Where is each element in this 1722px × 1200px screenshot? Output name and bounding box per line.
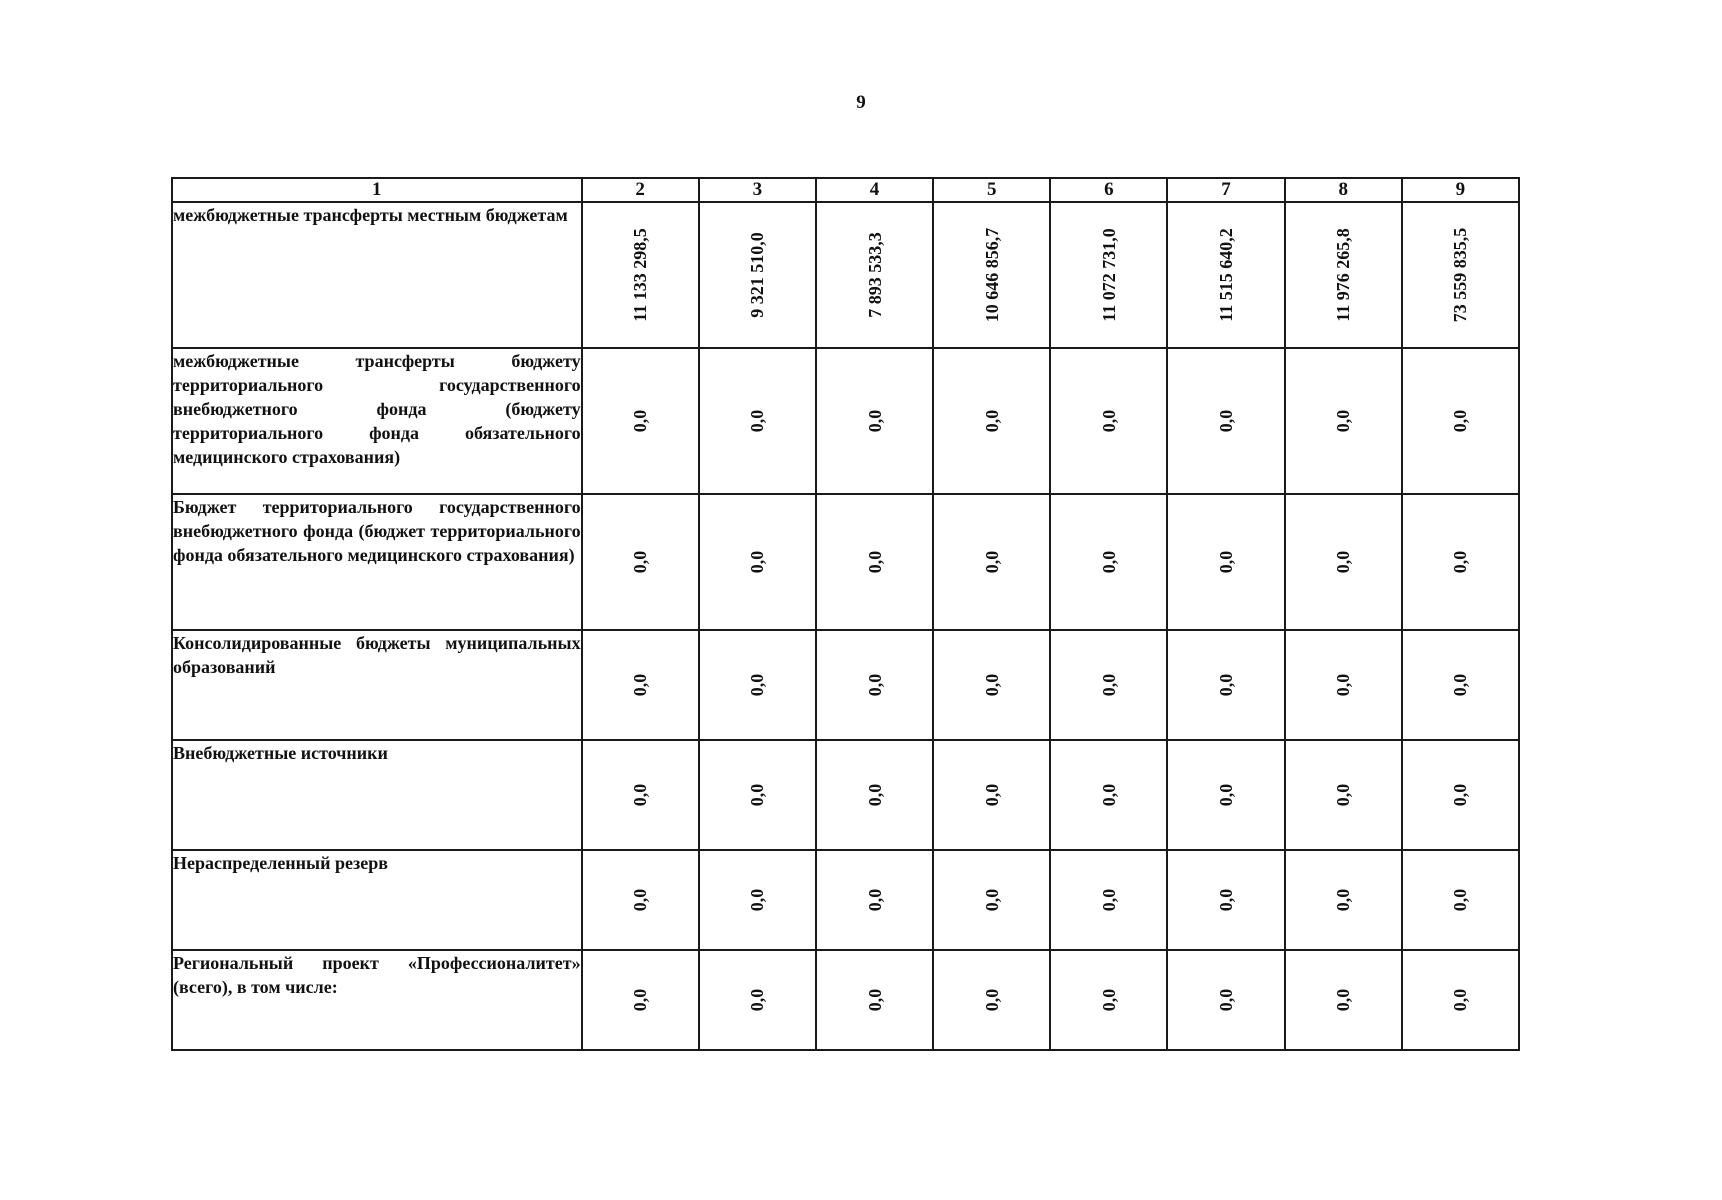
value-cell	[816, 494, 933, 630]
value-cell	[1285, 202, 1402, 348]
value-cell	[1050, 850, 1167, 950]
row-label: межбюджетные трансферты местным бюджетам	[172, 202, 582, 348]
cell-value: 0,0	[1216, 673, 1237, 697]
value-cell	[1167, 850, 1284, 950]
value-cell	[933, 950, 1050, 1050]
cell-value: 0,0	[1098, 550, 1119, 574]
value-cell	[699, 494, 816, 630]
value-cell	[816, 348, 933, 494]
value-cell	[816, 740, 933, 850]
cell-value: 0,0	[1333, 409, 1354, 433]
value-cell	[1285, 740, 1402, 850]
cell-value: 11 072 731,0	[1098, 228, 1119, 322]
column-header: 6	[1050, 178, 1167, 202]
cell-value: 0,0	[630, 409, 651, 433]
value-cell	[582, 740, 699, 850]
cell-value: 0,0	[864, 888, 885, 912]
value-cell	[1285, 348, 1402, 494]
column-header: 2	[582, 178, 699, 202]
table-row	[172, 348, 1519, 494]
value-cell	[933, 850, 1050, 950]
value-cell	[933, 202, 1050, 348]
value-cell	[1402, 348, 1519, 494]
cell-value: 0,0	[747, 988, 768, 1012]
value-cell	[816, 202, 933, 348]
cell-value: 0,0	[630, 888, 651, 912]
cell-value: 0,0	[747, 550, 768, 574]
cell-value: 0,0	[630, 783, 651, 807]
cell-value: 0,0	[1450, 409, 1471, 433]
table-row	[172, 494, 1519, 630]
value-cell	[699, 950, 816, 1050]
value-cell	[816, 950, 933, 1050]
cell-value: 0,0	[1098, 673, 1119, 697]
cell-value: 0,0	[981, 988, 1002, 1012]
value-cell	[699, 630, 816, 740]
value-cell	[1285, 950, 1402, 1050]
cell-value: 0,0	[981, 409, 1002, 433]
table-row	[172, 850, 1519, 950]
header-row	[172, 178, 1519, 202]
cell-value: 0,0	[1216, 783, 1237, 807]
column-header: 5	[933, 178, 1050, 202]
cell-value: 0,0	[1333, 673, 1354, 697]
cell-value: 0,0	[1098, 409, 1119, 433]
table-row	[172, 630, 1519, 740]
cell-value: 0,0	[1333, 888, 1354, 912]
value-cell	[582, 494, 699, 630]
cell-value: 0,0	[981, 673, 1002, 697]
value-cell	[1050, 202, 1167, 348]
cell-value: 11 976 265,8	[1333, 228, 1354, 322]
cell-value: 0,0	[747, 783, 768, 807]
cell-value: 0,0	[864, 783, 885, 807]
cell-value: 0,0	[981, 550, 1002, 574]
value-cell	[1050, 494, 1167, 630]
value-cell	[1167, 494, 1284, 630]
column-header: 9	[1402, 178, 1519, 202]
table-row	[172, 740, 1519, 850]
row-label: межбюджетные трансферты бюджету территориального государственного внебюджетного фонда (бюджету территориального фонда обязательного медицинского страхования)	[172, 348, 582, 494]
cell-value: 11 515 640,2	[1216, 228, 1237, 322]
cell-value: 0,0	[1333, 988, 1354, 1012]
value-cell	[933, 630, 1050, 740]
value-cell	[1050, 630, 1167, 740]
cell-value: 10 646 856,7	[981, 227, 1002, 323]
cell-value: 0,0	[747, 409, 768, 433]
cell-value: 0,0	[747, 673, 768, 697]
value-cell	[1167, 348, 1284, 494]
value-cell	[1402, 740, 1519, 850]
cell-value: 0,0	[864, 409, 885, 433]
row-label: Внебюджетные источники	[172, 740, 582, 850]
cell-value: 73 559 835,5	[1450, 227, 1471, 323]
row-label: Нераспределенный резерв	[172, 850, 582, 950]
cell-value: 0,0	[747, 888, 768, 912]
value-cell	[582, 202, 699, 348]
cell-value: 0,0	[864, 988, 885, 1012]
cell-value: 0,0	[630, 988, 651, 1012]
value-cell	[933, 740, 1050, 850]
value-cell	[933, 348, 1050, 494]
value-cell	[1285, 850, 1402, 950]
cell-value: 0,0	[630, 673, 651, 697]
value-cell	[1402, 850, 1519, 950]
value-cell	[1167, 950, 1284, 1050]
cell-value: 0,0	[1333, 550, 1354, 574]
budget-table	[171, 177, 1520, 1051]
value-cell	[699, 348, 816, 494]
value-cell	[1402, 494, 1519, 630]
value-cell	[1402, 950, 1519, 1050]
cell-value: 0,0	[630, 550, 651, 574]
row-label: Консолидированные бюджеты муниципальных образований	[172, 630, 582, 740]
column-header: 4	[816, 178, 933, 202]
value-cell	[1050, 348, 1167, 494]
cell-value: 11 133 298,5	[630, 228, 651, 322]
cell-value: 0,0	[1450, 783, 1471, 807]
table-row	[172, 202, 1519, 348]
value-cell	[1050, 950, 1167, 1050]
cell-value: 0,0	[1450, 673, 1471, 697]
table-row	[172, 950, 1519, 1050]
value-cell	[582, 630, 699, 740]
value-cell	[582, 950, 699, 1050]
cell-value: 0,0	[1450, 550, 1471, 574]
cell-value: 0,0	[1216, 409, 1237, 433]
value-cell	[933, 494, 1050, 630]
value-cell	[1050, 740, 1167, 850]
cell-value: 0,0	[1098, 888, 1119, 912]
cell-value: 0,0	[981, 783, 1002, 807]
cell-value: 0,0	[981, 888, 1002, 912]
column-header: 8	[1285, 178, 1402, 202]
cell-value: 0,0	[864, 550, 885, 574]
column-header: 3	[699, 178, 816, 202]
value-cell	[699, 740, 816, 850]
value-cell	[816, 630, 933, 740]
column-header: 7	[1167, 178, 1284, 202]
value-cell	[1402, 202, 1519, 348]
value-cell	[582, 850, 699, 950]
value-cell	[1167, 202, 1284, 348]
value-cell	[1285, 494, 1402, 630]
cell-value: 0,0	[1216, 550, 1237, 574]
value-cell	[699, 850, 816, 950]
cell-value: 0,0	[1450, 988, 1471, 1012]
value-cell	[699, 202, 816, 348]
cell-value: 7 893 533,3	[864, 232, 885, 318]
cell-value: 0,0	[1216, 888, 1237, 912]
column-header: 1	[172, 178, 582, 202]
cell-value: 0,0	[1098, 783, 1119, 807]
value-cell	[582, 348, 699, 494]
cell-value: 0,0	[1333, 783, 1354, 807]
cell-value: 0,0	[1098, 988, 1119, 1012]
value-cell	[1167, 630, 1284, 740]
cell-value: 9 321 510,0	[747, 232, 768, 318]
value-cell	[816, 850, 933, 950]
row-label: Бюджет территориального государственного внебюджетного фонда (бюджет территориального фонда обязательного медицинского страхования)	[172, 494, 582, 630]
cell-value: 0,0	[1216, 988, 1237, 1012]
cell-value: 0,0	[864, 673, 885, 697]
value-cell	[1285, 630, 1402, 740]
row-label: Региональный проект «Профессионалитет» (всего), в том числе:	[172, 950, 582, 1050]
value-cell	[1402, 630, 1519, 740]
page-number: 9	[856, 92, 866, 113]
cell-value: 0,0	[1450, 888, 1471, 912]
value-cell	[1167, 740, 1284, 850]
